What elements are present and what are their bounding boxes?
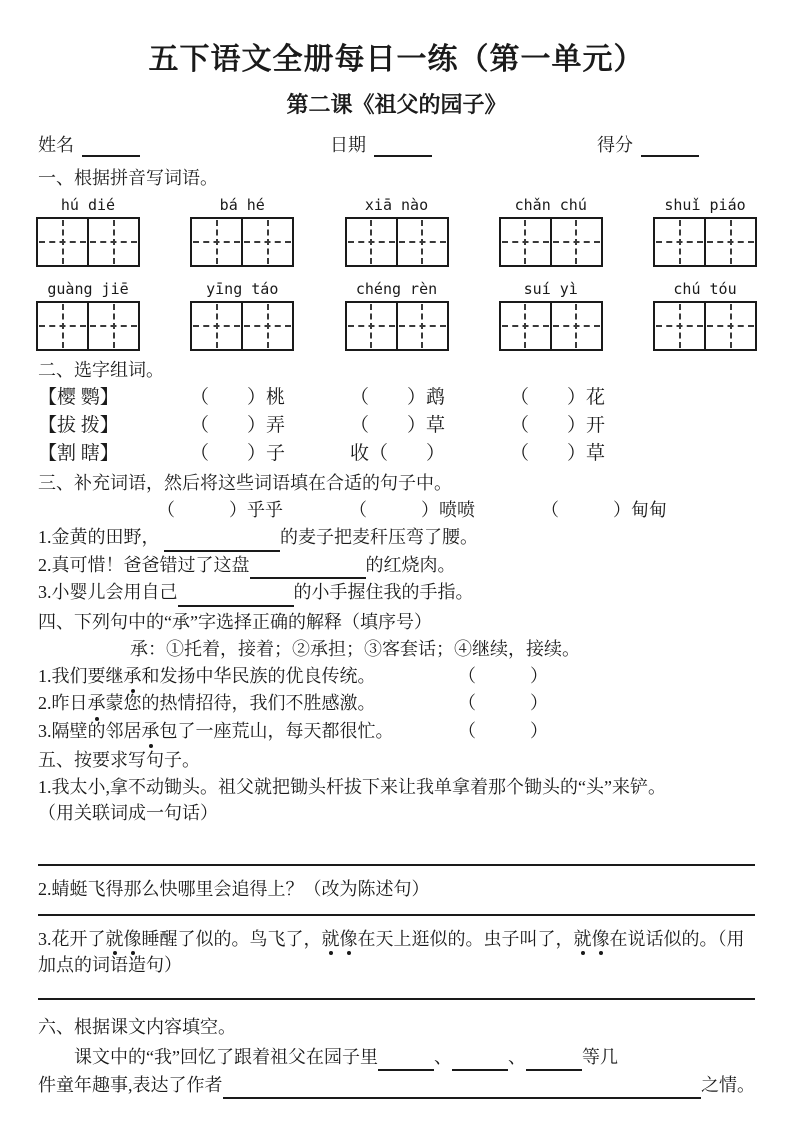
grid-cell — [87, 219, 138, 265]
section-6-heading: 六、根据课文内容填空。 — [38, 1017, 236, 1037]
answer-blank-long — [223, 1075, 702, 1099]
grid-cell — [704, 219, 755, 265]
choice-row — [38, 440, 755, 468]
pinyin-grid-item — [192, 280, 292, 351]
writing-grid-box — [345, 217, 449, 267]
choice-item: （ ）子 — [190, 443, 286, 464]
rewrite-item-1-hint: （用关联词成一句话） — [38, 803, 218, 823]
section-2-heading: 二、选字组词。 — [38, 360, 164, 380]
choice-brackets: 【樱 鹦】 — [38, 387, 119, 408]
answer-line — [38, 998, 755, 1000]
pinyin-grid-item — [655, 280, 755, 351]
grid-cell — [704, 303, 755, 349]
grid-cell — [241, 303, 292, 349]
grid-cell — [87, 303, 138, 349]
pinyin-label: chéng rèn — [355, 280, 438, 298]
pinyin-grid-item — [38, 280, 138, 351]
name-blank — [82, 140, 140, 157]
writing-grid-box — [190, 301, 294, 351]
grid-cell — [241, 219, 292, 265]
answer-blank — [250, 560, 366, 579]
rewrite-item-2-text: 2.蜻蜓飞得那么快哪里会追得上？（改为陈述句） — [38, 879, 430, 899]
interpretation-item — [38, 690, 755, 718]
answer-line — [38, 914, 755, 916]
definition-line: 承：①托着，接着；②承担；③客套话；④继续，接续。 — [130, 638, 580, 659]
section-1-heading: 一、根据拼音写词语。 — [38, 168, 218, 188]
sentence-text: 之情。 — [701, 1075, 755, 1095]
section-6 — [38, 1014, 755, 1099]
fill-sentence — [38, 552, 755, 580]
score-field — [597, 131, 699, 157]
grid-cell — [347, 219, 396, 265]
name-field — [38, 131, 330, 157]
pinyin-grid-item — [501, 280, 601, 351]
pinyin-label: hú dié — [60, 196, 116, 214]
writing-grid-box — [499, 217, 603, 267]
grid-cell — [347, 303, 396, 349]
pinyin-grid-item — [347, 196, 447, 267]
date-field — [330, 131, 597, 157]
cloze-line-2 — [38, 1071, 755, 1099]
choice-item: （ ）弄 — [190, 415, 286, 436]
pinyin-label: chú tóu — [673, 280, 737, 298]
pinyin-grid-row-2 — [38, 280, 755, 351]
writing-grid-box — [36, 217, 140, 267]
sentence-text: 3.小婴儿会用自己 — [38, 582, 178, 602]
sentence-text: 件童年趣事,表达了作者 — [38, 1075, 223, 1095]
writing-grid-box — [190, 217, 294, 267]
pinyin-grid-item — [38, 196, 138, 267]
choice-row — [38, 384, 755, 412]
page-subtitle: 第二课《祖父的园子》 — [286, 92, 507, 117]
score-label: 得分 — [597, 135, 633, 155]
writing-grid-box — [653, 217, 757, 267]
choice-item: 收（ ） — [350, 443, 446, 464]
choice-item: （ ）草 — [510, 443, 606, 464]
word-blank-item: （ ）乎乎 — [157, 500, 283, 520]
fill-sentence — [38, 524, 755, 552]
choice-row — [38, 412, 755, 440]
page-title: 五下语文全册每日一练（第一单元） — [148, 43, 645, 76]
writing-grid-box — [499, 301, 603, 351]
grid-cell — [38, 219, 87, 265]
answer-parens: （ ） — [458, 693, 548, 713]
grid-cell — [192, 219, 241, 265]
writing-grid-box — [653, 301, 757, 351]
grid-cell — [655, 303, 704, 349]
answer-blank — [452, 1053, 508, 1071]
writing-grid-box — [36, 301, 140, 351]
answer-blank — [378, 1053, 434, 1071]
grid-cell — [396, 303, 447, 349]
pinyin-grid-row-1 — [38, 196, 755, 267]
grid-cell — [550, 219, 601, 265]
section-4-heading: 四、下列句中的“承”字选择正确的解释（填序号） — [38, 611, 432, 632]
pinyin-label: shuǐ piáo — [664, 196, 746, 214]
interpretation-item — [38, 718, 755, 746]
date-label: 日期 — [330, 135, 366, 155]
sentence-text: 1.金黄的田野， — [38, 527, 164, 547]
writing-grid-box — [345, 301, 449, 351]
choice-item: （ ）鹉 — [350, 387, 446, 408]
rewrite-item-3-text: 3.花开了就像睡醒了似的。鸟飞了，就像在天上逛似的。虫子叫了，就像在说话似的。（用加点的词语造句） — [38, 926, 755, 978]
answer-parens: （ ） — [458, 665, 548, 686]
pinyin-grid-item — [347, 280, 447, 351]
pinyin-grid-item — [192, 196, 292, 267]
date-blank — [374, 140, 432, 157]
meta-row — [38, 131, 755, 157]
name-label: 姓名 — [38, 135, 74, 155]
choice-item: （ ）桃 — [190, 387, 286, 408]
grid-cell — [501, 303, 550, 349]
sentence-text: 2.真可惜！爸爸错过了这盘 — [38, 554, 250, 575]
grid-cell — [501, 219, 550, 265]
sentence-text: 的红烧肉。 — [365, 554, 456, 575]
section-2 — [38, 357, 755, 468]
sentence-text: 等几 — [581, 1047, 618, 1067]
interpretation-item — [38, 663, 755, 691]
word-blank-item: （ ）喷喷 — [349, 500, 475, 520]
section-5-heading: 五、按要求写句子。 — [38, 750, 200, 770]
choice-item: （ ）花 — [510, 387, 606, 408]
sentence-text: 的小手握住我的手指。 — [293, 582, 474, 602]
answer-blank — [164, 533, 280, 552]
section-1 — [38, 165, 755, 351]
enum-separator: 、 — [433, 1047, 452, 1067]
word-blank-item: （ ）甸甸 — [541, 500, 667, 520]
section-3-heading: 三、补充词语，然后将这些词语填在合适的句子中。 — [38, 473, 452, 493]
enum-separator: 、 — [507, 1047, 526, 1067]
section-5 — [38, 747, 755, 1000]
section-3 — [38, 470, 755, 607]
sentence-text: 2.昨日承蒙您的热情招待，我们不胜感激。 — [38, 693, 376, 713]
fill-sentence — [38, 579, 755, 607]
answer-line — [38, 864, 755, 866]
sentence-text: 课文中的“我”回忆了跟着祖父在园子里 — [74, 1047, 378, 1067]
pinyin-label: suí yì — [523, 280, 578, 298]
grid-cell — [550, 303, 601, 349]
choice-brackets: 【拔 拨】 — [38, 415, 119, 436]
cloze-line-1 — [38, 1043, 755, 1071]
grid-cell — [655, 219, 704, 265]
rewrite-item-1-text: 1.我太小,拿不动锄头。祖父就把锄头杆拔下来让我单拿着那个锄头的“头”来铲。 — [38, 777, 666, 797]
pinyin-label: bá hé — [219, 196, 265, 214]
word-completion-row — [38, 497, 755, 524]
pinyin-label: chǎn chú — [514, 196, 587, 214]
section-4 — [38, 609, 755, 746]
pinyin-label: guàng jiē — [47, 280, 129, 298]
pinyin-label: xiā nào — [364, 196, 429, 214]
sentence-text: 的麦子把麦秆压弯了腰。 — [280, 527, 478, 547]
grid-cell — [396, 219, 447, 265]
pinyin-grid-item — [501, 196, 601, 267]
answer-parens: （ ） — [458, 720, 548, 741]
grid-cell — [192, 303, 241, 349]
choice-brackets: 【割 瞎】 — [38, 443, 119, 464]
choice-item: （ ）开 — [510, 415, 606, 436]
pinyin-grid-item — [655, 196, 755, 267]
answer-blank — [178, 588, 294, 607]
sentence-text: 3.隔壁的邻居承包了一座荒山，每天都很忙。 — [38, 721, 394, 741]
sentence-text: 1.我们要继承和发扬中华民族的优良传统。 — [38, 666, 376, 686]
choice-item: （ ）草 — [350, 415, 446, 436]
score-blank — [641, 140, 699, 157]
grid-cell — [38, 303, 87, 349]
answer-blank — [526, 1053, 582, 1071]
pinyin-label: yīng táo — [206, 280, 279, 298]
